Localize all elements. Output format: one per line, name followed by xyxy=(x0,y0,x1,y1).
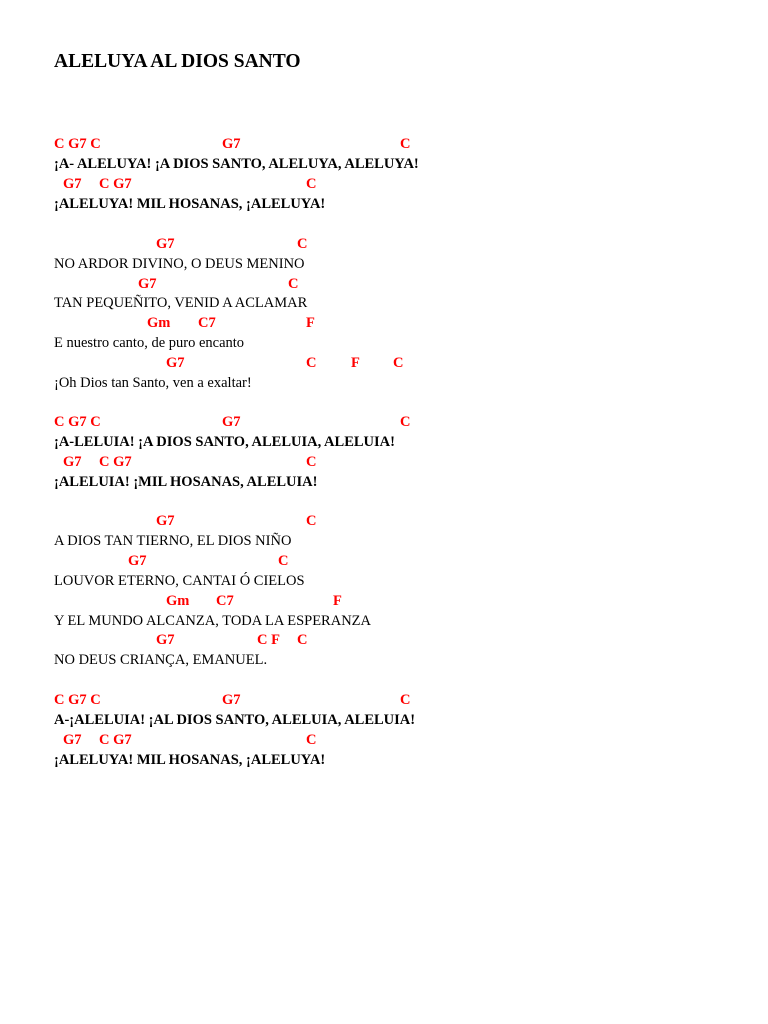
chord: C G7 xyxy=(99,732,132,748)
chord: G7 xyxy=(222,692,241,708)
chord: G7 xyxy=(166,355,185,371)
chord: C F xyxy=(257,632,280,648)
lyric-line: A-¡ALELUIA! ¡AL DIOS SANTO, ALELUIA, ALELUIA! xyxy=(54,712,416,728)
lyric-line: ¡A- ALELUYA! ¡A DIOS SANTO, ALELUYA, ALELUYA! xyxy=(54,156,419,172)
lyric-line: ¡Oh Dios tan Santo, ven a exaltar! xyxy=(54,375,252,391)
chord: Gm xyxy=(147,315,171,331)
chord-line xyxy=(54,353,754,373)
chord: Gm xyxy=(166,593,190,609)
chord-line xyxy=(54,591,754,611)
lyric-line: Y EL MUNDO ALCANZA, TODA LA ESPERANZA xyxy=(54,613,371,629)
chord-line xyxy=(54,274,754,294)
chord: F xyxy=(351,355,360,371)
chord: G7 xyxy=(222,136,241,152)
lyric-line: NO DEUS CRIANÇA, EMANUEL. xyxy=(54,652,268,668)
chord: F xyxy=(333,593,342,609)
lyric-line: E nuestro canto, de puro encanto xyxy=(54,335,245,351)
chord-line xyxy=(54,511,754,531)
lyric-line: ¡A-LELUIA! ¡A DIOS SANTO, ALELUIA, ALELUIA! xyxy=(54,434,395,450)
chord-line xyxy=(54,234,754,254)
chord-line xyxy=(54,630,754,650)
chord: C xyxy=(400,414,411,430)
lyric-line: ¡ALELUYA! MIL HOSANAS, ¡ALELUYA! xyxy=(54,196,326,212)
chord: C xyxy=(297,236,308,252)
chord: G7 xyxy=(63,454,82,470)
chord: C G7 C xyxy=(54,136,101,152)
chord: G7 xyxy=(63,732,82,748)
chord: F xyxy=(306,315,315,331)
chord-line xyxy=(54,174,754,194)
chord-line xyxy=(54,551,754,571)
chord: C xyxy=(278,553,289,569)
chord: C xyxy=(306,732,317,748)
chord: G7 xyxy=(156,236,175,252)
chord: G7 xyxy=(156,513,175,529)
chord: C G7 C xyxy=(54,414,101,430)
lyric-line: NO ARDOR DIVINO, O DEUS MENINO xyxy=(54,256,305,272)
chord-line xyxy=(54,412,754,432)
lyric-line: TAN PEQUEÑITO, VENID A ACLAMAR xyxy=(54,295,308,311)
lyric-line: A DIOS TAN TIERNO, EL DIOS NIÑO xyxy=(54,533,292,549)
lyric-line: ¡ALELUYA! MIL HOSANAS, ¡ALELUYA! xyxy=(54,752,326,768)
chord: C7 xyxy=(216,593,234,609)
chord: G7 xyxy=(128,553,147,569)
song-title: ALELUYA AL DIOS SANTO xyxy=(54,51,301,72)
chord: G7 xyxy=(222,414,241,430)
chord: C xyxy=(306,355,317,371)
chord: G7 xyxy=(156,632,175,648)
chord: G7 xyxy=(63,176,82,192)
chord: C G7 xyxy=(99,454,132,470)
chord-line xyxy=(54,452,754,472)
lyric-line: ¡ALELUIA! ¡MIL HOSANAS, ALELUIA! xyxy=(54,474,318,490)
chord: C G7 xyxy=(99,176,132,192)
chord-line xyxy=(54,313,754,333)
chord: G7 xyxy=(138,276,157,292)
chord-line xyxy=(54,134,754,154)
chord-line xyxy=(54,690,754,710)
chord: C G7 C xyxy=(54,692,101,708)
chord: C xyxy=(306,513,317,529)
chord: C xyxy=(306,454,317,470)
chord: C xyxy=(288,276,299,292)
chord: C xyxy=(393,355,404,371)
lyric-line: LOUVOR ETERNO, CANTAI Ó CIELOS xyxy=(54,573,305,589)
chord: C xyxy=(306,176,317,192)
chord: C xyxy=(297,632,308,648)
chord-line xyxy=(54,730,754,750)
chord: C xyxy=(400,136,411,152)
chord: C xyxy=(400,692,411,708)
chord: C7 xyxy=(198,315,216,331)
